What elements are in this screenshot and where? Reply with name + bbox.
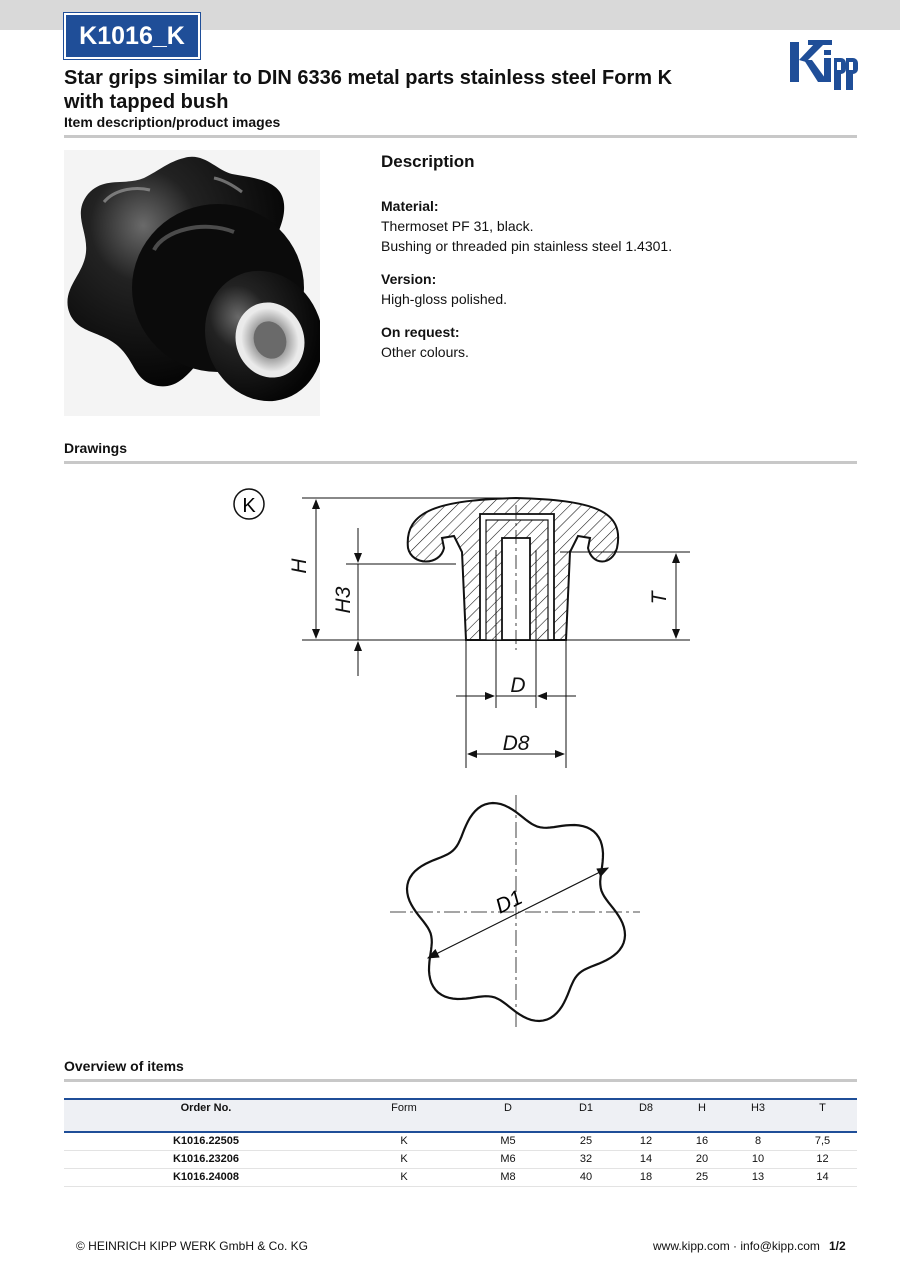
items-table [64,1098,857,1187]
version-text: High-gloss polished. [381,291,508,307]
dim-label-t: T [648,591,671,605]
divider [64,135,857,138]
table-cell: 8 [728,1132,788,1151]
dim-label-h3: H3 [332,586,355,614]
table-row [64,1169,857,1187]
table-cell: 10 [728,1151,788,1169]
overview-heading: Overview of items [64,1058,184,1074]
table-cell: 12 [788,1151,857,1169]
on-request-label: On request: [381,324,460,340]
table-cell: 12 [616,1132,676,1151]
table-cell: 7,5 [788,1132,857,1151]
article-code-badge: K1016_K [64,13,200,59]
table-cell: 25 [676,1169,728,1187]
top-star-view [390,795,640,1030]
table-cell: 13 [728,1169,788,1187]
dim-label-h: H [288,558,311,574]
column-header: D [460,1099,556,1132]
table-cell: 20 [676,1151,728,1169]
page-title: Star grips similar to DIN 6336 metal parts stainless steel Form K with tapped bush [64,67,673,113]
dim-label-d8: D8 [502,732,530,755]
table-row [64,1151,857,1169]
table-cell: M8 [460,1169,556,1187]
divider [64,461,857,464]
column-header: D8 [616,1099,676,1132]
dim-label-d1: D1 [492,885,527,919]
drawings-heading: Drawings [64,440,128,456]
table-cell: 25 [556,1132,616,1151]
table-cell: K [348,1169,460,1187]
kipp-logo [786,38,858,92]
table-cell: 14 [616,1151,676,1169]
page-number: 1/2 [829,1239,846,1253]
version-label: Version: [381,271,437,287]
footer-copyright: © HEINRICH KIPP WERK GmbH & Co. KG [76,1239,308,1253]
column-header: T [788,1099,857,1132]
table-header-row [64,1099,857,1132]
footer-contact: www.kipp.com · info@kipp.com [653,1239,820,1253]
table-cell: K [348,1132,460,1151]
table-cell: 16 [676,1132,728,1151]
table-cell: 18 [616,1169,676,1187]
table-cell: M5 [460,1132,556,1151]
column-header: H [676,1099,728,1132]
table-cell: 40 [556,1169,616,1187]
side-section-view [408,498,618,650]
table-row [64,1132,857,1151]
divider [64,1079,857,1082]
technical-drawing [0,470,900,1050]
section-title-product-images: Item description/product images [64,114,281,130]
description-block [381,152,851,375]
material-text: Bushing or threaded pin stainless steel 1.4301. [381,238,673,254]
order-number: K1016.24008 [64,1169,348,1187]
column-header: H3 [728,1099,788,1132]
material-label: Material: [381,198,439,214]
material-text: Thermoset PF 31, black. [381,218,534,234]
column-header: Form [348,1099,460,1132]
form-mark [234,489,264,519]
order-number: K1016.23206 [64,1151,348,1169]
order-number: K1016.22505 [64,1132,348,1151]
table-cell: M6 [460,1151,556,1169]
column-header: Order No. [64,1099,348,1132]
svg-text:K: K [242,495,256,517]
product-photo [64,150,320,416]
table-cell: 14 [788,1169,857,1187]
dim-label-d: D [510,674,526,697]
on-request-text: Other colours. [381,344,469,360]
table-cell: 32 [556,1151,616,1169]
description-heading: Description [381,152,475,171]
table-cell: K [348,1151,460,1169]
column-header: D1 [556,1099,616,1132]
